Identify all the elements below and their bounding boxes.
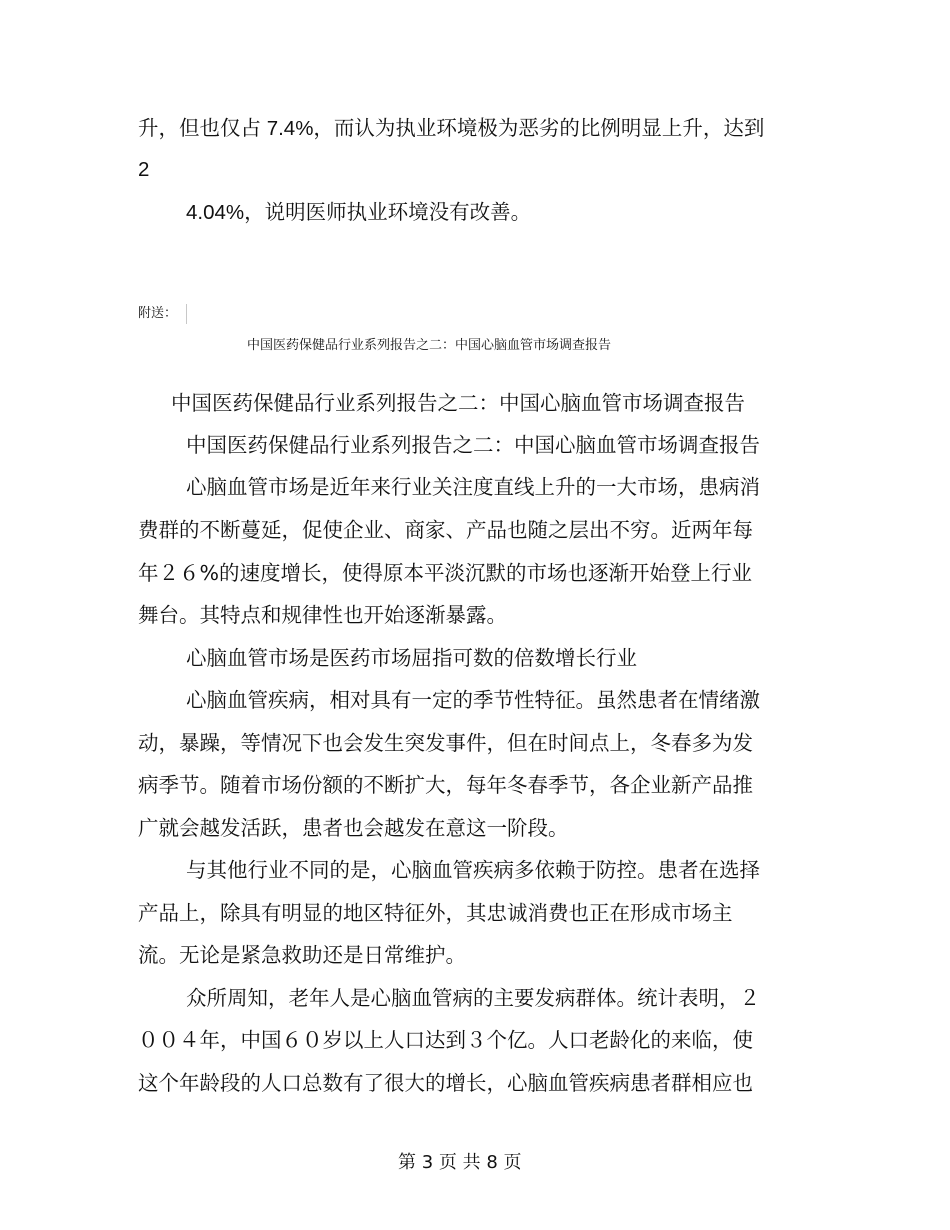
attachment-subtitle: 中国医药保健品行业系列报告之二：中国心脑血管市场调查报告 (247, 338, 612, 353)
page-footer: 第 3 页 共 8 页 (398, 1152, 522, 1173)
paragraph-line: 流。无论是紧急救助还是日常维护。 (138, 943, 466, 967)
section-heading: 心脑血管市场是医药市场屈指可数的倍数增长行业 (186, 646, 637, 670)
paragraph-line: 年２６%的速度增长，使得原本平淡沉默的市场也逐渐开始登上行业 (138, 561, 752, 585)
paragraph-line: 动，暴躁，等情况下也会发生突发事件，但在时间点上，冬春多为发 (138, 731, 753, 755)
paragraph-line: 这个年龄段的人口总数有了很大的增长，心脑血管疾病患者群相应也 (138, 1071, 753, 1095)
attachment-box (186, 304, 188, 324)
paragraph-line: 与其他行业不同的是，心脑血管疾病多依赖于防控。患者在选择 (186, 858, 760, 882)
attachment-label: 附送： (138, 306, 178, 321)
paragraph-line: 病季节。随着市场份额的不断扩大，每年冬春季节，各企业新产品推 (138, 773, 753, 797)
paragraph-line: 费群的不断蔓延，促使企业、商家、产品也随之层出不穷。近两年每 (138, 518, 753, 542)
paragraph-line: 众所周知，老年人是心脑血管病的主要发病群体。统计表明，２ (186, 986, 760, 1010)
paragraph-line: 产品上，除具有明显的地区特征外，其忠诚消费也正在形成市场主 (138, 901, 733, 925)
paragraph-line: 舞台。其特点和规律性也开始逐渐暴露。 (138, 603, 507, 627)
paragraph-line: 心脑血管市场是近年来行业关注度直线上升的一大市场，患病消 (186, 475, 760, 499)
paragraph-line: ００４年，中国６０岁以上人口达到３个亿。人口老龄化的来临，使 (138, 1028, 753, 1052)
text-line: 2 (138, 158, 150, 181)
paragraph-line: 心脑血管疾病，相对具有一定的季节性特征。虽然患者在情绪激 (186, 688, 760, 712)
report-title-repeat: 中国医药保健品行业系列报告之二：中国心脑血管市场调查报告 (186, 433, 760, 457)
report-title: 中国医药保健品行业系列报告之二：中国心脑血管市场调查报告 (171, 391, 745, 415)
paragraph-line: 广就会越发活跃，患者也会越发在意这一阶段。 (138, 816, 569, 840)
text-line: 4.04%，说明医师执业环境没有改善。 (186, 201, 532, 224)
text-line: 升，但也仅占 7.4%，而认为执业环境极为恶劣的比例明显上升，达到 (138, 117, 765, 140)
